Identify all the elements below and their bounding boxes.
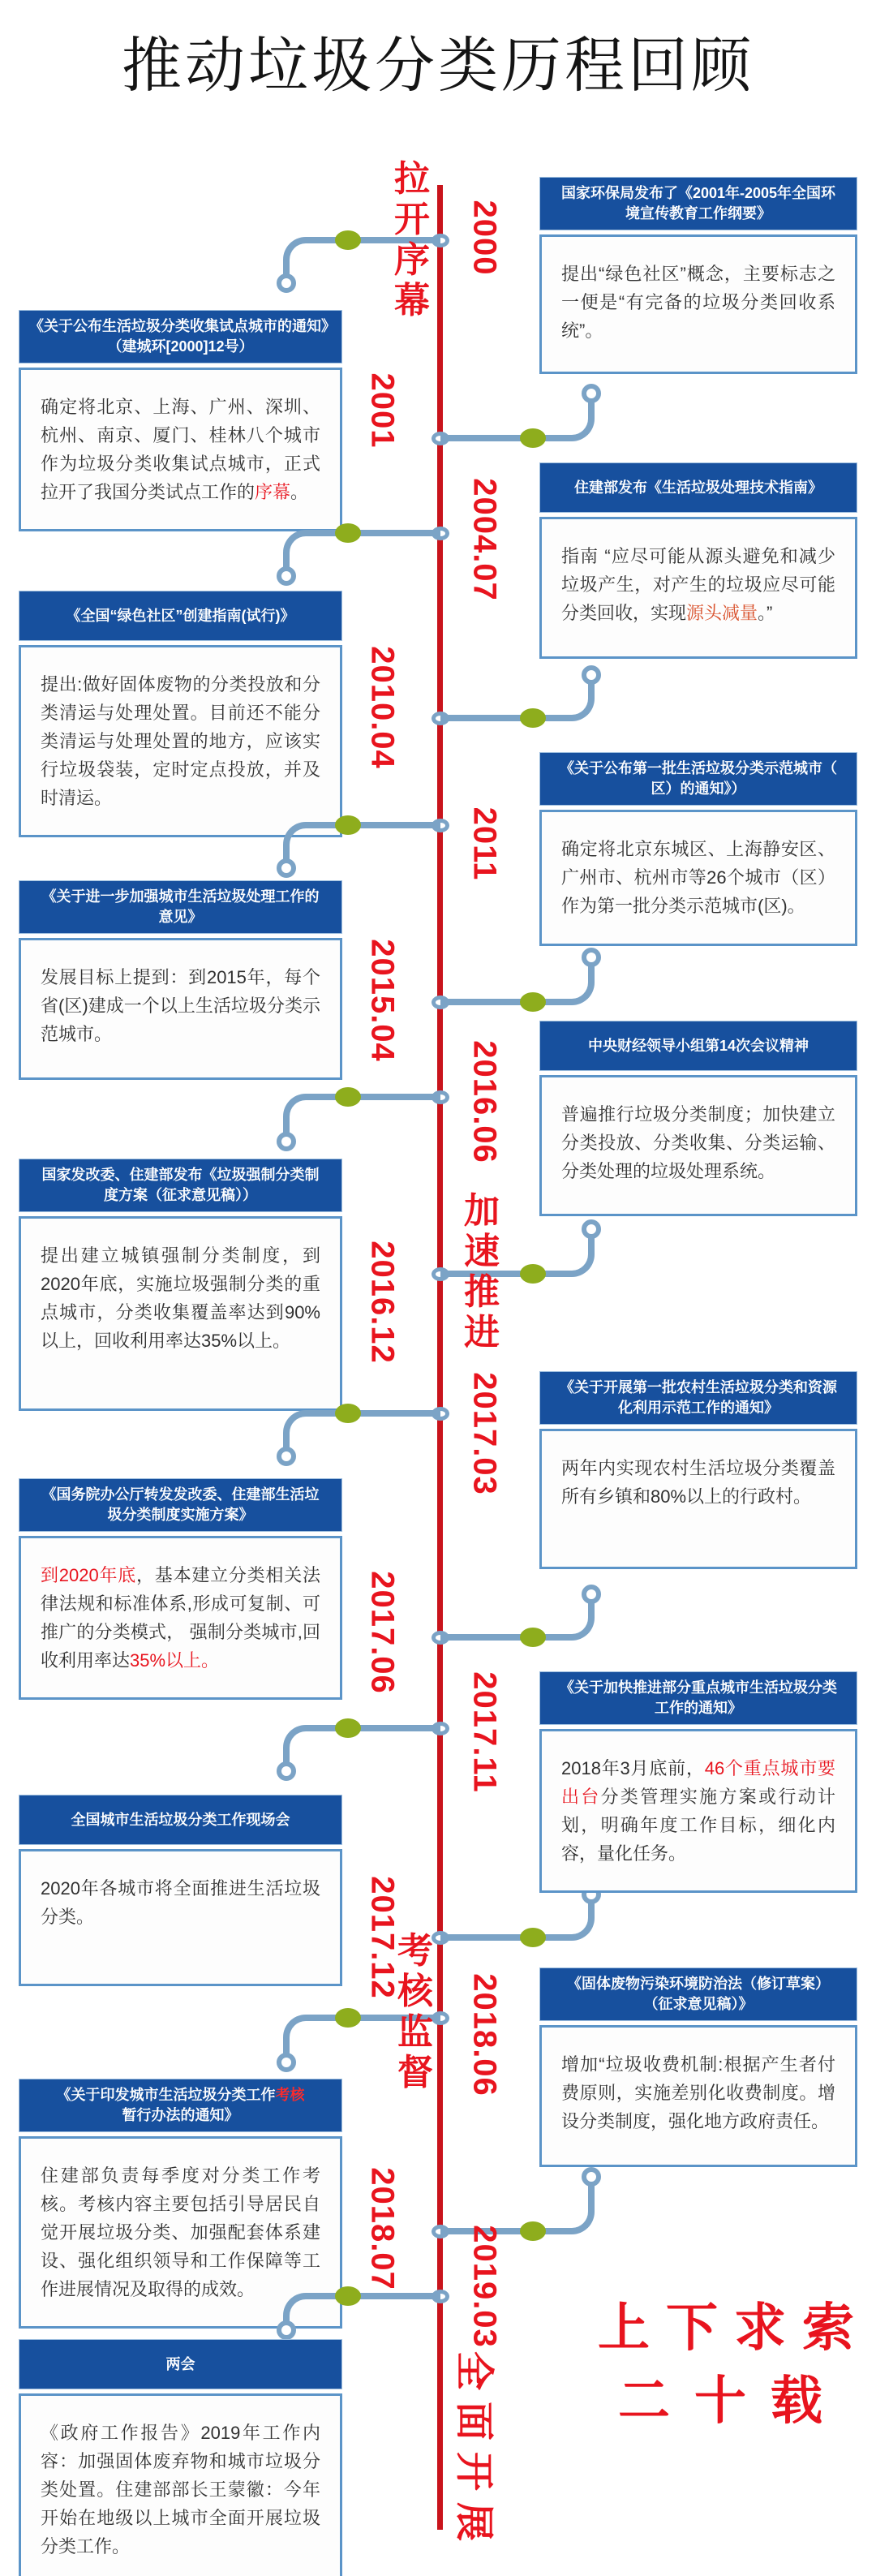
year-label: 2017.12 bbox=[364, 1876, 401, 1999]
event-box-body: 提出建立城镇强制分类制度，到2020年底，实施垃圾强制分类的重点城市，分类收集覆盖率达到90%以上，回收利用率达35%以上。 bbox=[19, 1216, 342, 1411]
connector-green-dot-icon bbox=[335, 1718, 361, 1738]
event-box-header: 《全国“绿色社区”创建指南(试行)》 bbox=[19, 591, 342, 641]
connector-elbow bbox=[440, 393, 595, 441]
event-box bbox=[539, 752, 857, 946]
connector-elbow bbox=[440, 675, 595, 721]
connector-end-ring-icon bbox=[582, 948, 601, 967]
connector-end-ring-icon bbox=[277, 1447, 296, 1466]
year-label: 2016.06 bbox=[466, 1040, 503, 1163]
connector-elbow bbox=[440, 1894, 595, 1941]
connector-elbow bbox=[440, 1594, 595, 1641]
year-label: 2000 bbox=[466, 200, 503, 276]
connector-green-dot-icon bbox=[520, 992, 546, 1012]
connector-green-dot-icon bbox=[520, 1928, 546, 1947]
slogan-line-1: 上下求索 bbox=[598, 2299, 870, 2357]
event-box-body: 两年内实现农村生活垃圾分类覆盖所有乡镇和80%以上的行政村。 bbox=[539, 1429, 857, 1569]
connector-green-dot-icon bbox=[335, 2286, 361, 2306]
year-label: 2018.06 bbox=[466, 1973, 503, 2096]
connector-green-dot-icon bbox=[335, 523, 361, 543]
event-box bbox=[19, 1478, 342, 1700]
event-box-body: 提出“绿色社区”概念，主要标志之一便是“有完备的垃圾分类回收系统”。 bbox=[539, 234, 857, 374]
event-box-header: 两会 bbox=[19, 2339, 342, 2389]
event-box-header: 中央财经领导小组第14次会议精神 bbox=[539, 1021, 857, 1071]
event-box-header: 住建部发布《生活垃圾处理技术指南》 bbox=[539, 462, 857, 513]
event-box-body: 确定将北京、上海、广州、深圳、杭州、南京、厦门、桂林八个城市作为垃圾分类收集试点城市，正式拉开了我国分类试点工作的序幕。 bbox=[19, 368, 342, 531]
event-box-body: 提出:做好固体废物的分类投放和分类清运与处理处置。目前还不能分类清运与处理处置的地方，应该实行垃圾袋装，定时定点投放，并及时清运。 bbox=[19, 645, 342, 837]
year-label: 2001 bbox=[364, 372, 401, 449]
year-label: 2004.07 bbox=[466, 478, 503, 601]
connector-end-ring-icon bbox=[277, 858, 296, 878]
event-box-header: 《关于进一步加强城市生活垃圾处理工作的 意见》 bbox=[19, 880, 342, 934]
phase-label: 考核监督 bbox=[397, 1931, 433, 2093]
phase-label: 全面开展 bbox=[452, 2350, 496, 2553]
connector-green-dot-icon bbox=[520, 2221, 546, 2241]
connector-end-ring-icon bbox=[277, 2053, 296, 2072]
event-box bbox=[19, 591, 342, 837]
connector-green-dot-icon bbox=[335, 815, 361, 835]
year-label: 2017.03 bbox=[466, 1372, 503, 1495]
connector-end-ring-icon bbox=[582, 1585, 601, 1604]
connector-green-dot-icon bbox=[520, 708, 546, 728]
event-box bbox=[19, 310, 342, 531]
connector-elbow bbox=[440, 957, 595, 1005]
year-label: 2018.07 bbox=[364, 2167, 401, 2290]
event-box bbox=[539, 1671, 857, 1893]
event-box bbox=[19, 2339, 342, 2576]
event-box-header: 《关于印发城市生活垃圾分类工作考核 暂行办法的通知》 bbox=[19, 2079, 342, 2132]
year-label: 2011 bbox=[466, 806, 503, 881]
connector-green-dot-icon bbox=[520, 1264, 546, 1284]
event-box-header: 《关于公布第一批生活垃圾分类示范城市（ 区）的通知》） bbox=[539, 752, 857, 806]
connector-end-ring-icon bbox=[277, 273, 296, 293]
event-box bbox=[539, 1371, 857, 1569]
connector-green-dot-icon bbox=[335, 1404, 361, 1423]
connector-elbow bbox=[283, 1725, 440, 1771]
event-box-body: 发展目标上提到：到2015年，每个省(区)建成一个以上生活垃圾分类示范城市。 bbox=[19, 938, 342, 1080]
event-box-header: 《关于公布生活垃圾分类收集试点城市的通知》 （建城环[2000]12号） bbox=[19, 310, 342, 363]
year-label: 2019.03 bbox=[466, 2225, 503, 2348]
year-label: 2017.11 bbox=[466, 1671, 503, 1793]
year-label: 2017.06 bbox=[364, 1571, 401, 1694]
connector-elbow bbox=[440, 2177, 595, 2234]
event-box-header: 全国城市生活垃圾分类工作现场会 bbox=[19, 1795, 342, 1845]
event-box-body: 《政府工作报告》2019年工作内容：加强固体废弃物和城市垃圾分类处置。住建部部长王蒙徽：今年开始在地级以上城市全面开展垃圾分类工作。 bbox=[19, 2393, 342, 2576]
connector-elbow bbox=[283, 822, 440, 868]
event-box-header: 国家环保局发布了《2001年-2005年全国环 境宣传教育工作纲要》 bbox=[539, 177, 857, 230]
connector-end-ring-icon bbox=[582, 665, 601, 685]
event-box bbox=[539, 462, 857, 659]
connector-end-ring-icon bbox=[277, 1761, 296, 1781]
event-box bbox=[19, 2079, 342, 2329]
connector-elbow bbox=[283, 1410, 440, 1456]
connector-elbow bbox=[283, 2293, 440, 2330]
connector-green-dot-icon bbox=[335, 230, 361, 250]
event-box-header: 国家发改委、住建部发布《垃圾强制分类制 度方案（征求意见稿）） bbox=[19, 1159, 342, 1212]
year-label: 2016.12 bbox=[364, 1241, 401, 1364]
connector-green-dot-icon bbox=[335, 1087, 361, 1107]
event-box-header: 《关于加快推进部分重点城市生活垃圾分类 工作的通知》 bbox=[539, 1671, 857, 1725]
connector-green-dot-icon bbox=[335, 2008, 361, 2028]
event-box-body: 住建部负责每季度对分类工作考核。考核内容主要包括引导居民自觉开展垃圾分类、加强配套体系建设、强化组织领导和工作保障等工作进展情况及取得的成效。 bbox=[19, 2136, 342, 2329]
connector-elbow bbox=[283, 530, 440, 576]
event-box bbox=[19, 880, 342, 1080]
year-label: 2010.04 bbox=[364, 646, 401, 769]
connector-end-ring-icon bbox=[582, 1219, 601, 1239]
event-box-body: 到2020年底，基本建立分类相关法律法规和标准体系,形成可复制、可推广的分类模式， 强制分类城市,回收利用率达35%以上。 bbox=[19, 1536, 342, 1700]
event-box bbox=[539, 1021, 857, 1216]
connector-end-ring-icon bbox=[277, 1132, 296, 1151]
connector-end-ring-icon bbox=[582, 2167, 601, 2187]
connector-elbow bbox=[283, 1094, 440, 1142]
event-box-header: 《固体废物污染环境防治法（修订草案） （征求意见稿）》 bbox=[539, 1967, 857, 2021]
connector-end-ring-icon bbox=[582, 384, 601, 403]
connector-end-ring-icon bbox=[277, 566, 296, 586]
year-label: 2015.04 bbox=[364, 939, 401, 1062]
event-box-body: 2020年各城市将全面推进生活垃圾分类。 bbox=[19, 1849, 342, 1986]
slogan-line-2: 二十载 bbox=[618, 2372, 847, 2430]
event-box-header: 《国务院办公厅转发发改委、住建部生活垃 圾分类制度实施方案》 bbox=[19, 1478, 342, 1532]
event-box-body: 指南 “应尽可能从源头避免和减少垃圾产生，对产生的垃圾应尽可能分类回收，实现源头减量。” bbox=[539, 517, 857, 659]
phase-label: 加速推进 bbox=[464, 1191, 500, 1353]
event-box-header: 《关于开展第一批农村生活垃圾分类和资源 化利用示范工作的通知》 bbox=[539, 1371, 857, 1425]
event-box-body: 增加“垃圾收费机制:根据产生者付费原则，实施差别化收费制度。增设分类制度，强化地方政府责任。 bbox=[539, 2025, 857, 2167]
event-box bbox=[19, 1159, 342, 1411]
event-box bbox=[19, 1795, 342, 1986]
event-box-body: 普遍推行垃圾分类制度；加快建立分类投放、分类收集、分类运输、分类处理的垃圾处理系统。 bbox=[539, 1075, 857, 1216]
connector-end-ring-icon bbox=[277, 2320, 296, 2340]
event-box bbox=[539, 177, 857, 374]
phase-label: 拉开序幕 bbox=[394, 159, 430, 321]
page-title: 推动垃圾分类历程回顾 bbox=[122, 33, 754, 100]
event-box-body: 确定将北京东城区、上海静安区、广州市、杭州市等26个城市（区）作为第一批分类示范城市(区)。 bbox=[539, 810, 857, 946]
connector-green-dot-icon bbox=[520, 1628, 546, 1647]
event-box-body: 2018年3月底前，46个重点城市要出台分类管理实施方案或行动计划，明确年度工作目标，细化内容，量化任务。 bbox=[539, 1729, 857, 1893]
event-box bbox=[539, 1967, 857, 2167]
connector-green-dot-icon bbox=[520, 428, 546, 448]
